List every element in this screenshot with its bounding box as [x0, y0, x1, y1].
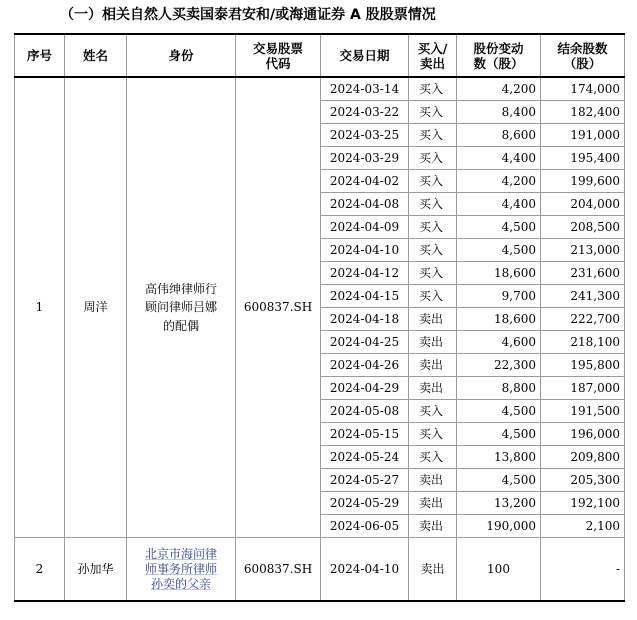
share-balance: 209,800 [541, 446, 625, 469]
share-balance: 204,000 [541, 193, 625, 216]
trade-date: 2024-04-02 [321, 170, 409, 193]
share-change: 13,200 [457, 492, 541, 515]
share-change: 4,200 [457, 77, 541, 101]
share-balance: 192,100 [541, 492, 625, 515]
trade-date: 2024-06-05 [321, 515, 409, 538]
trade-direction: 买入 [409, 400, 457, 423]
share-balance: 182,400 [541, 101, 625, 124]
trade-direction: 买入 [409, 423, 457, 446]
trade-date: 2024-03-22 [321, 101, 409, 124]
share-change: 4,500 [457, 423, 541, 446]
share-balance: 205,300 [541, 469, 625, 492]
trading-table [14, 33, 625, 602]
trade-direction: 买入 [409, 77, 457, 101]
header-change: 股份变动 数（股） [457, 34, 541, 77]
share-change: 100 [457, 538, 541, 602]
trade-direction: 卖出 [409, 469, 457, 492]
trade-date: 2024-05-24 [321, 446, 409, 469]
share-change: 8,600 [457, 124, 541, 147]
trade-date: 2024-03-14 [321, 77, 409, 101]
header-date: 交易日期 [321, 34, 409, 77]
table-row [15, 538, 625, 602]
trade-date: 2024-04-29 [321, 377, 409, 400]
header-balance: 结余股数 （股） [541, 34, 625, 77]
header-no: 序号 [15, 34, 65, 77]
share-change: 4,500 [457, 239, 541, 262]
trade-direction: 买入 [409, 216, 457, 239]
stock-code: 600837.SH [236, 538, 321, 602]
section-title: （一）相关自然人买卖国泰君安和/或海通证券 A 股股票情况 [60, 7, 436, 23]
share-balance: 213,000 [541, 239, 625, 262]
share-change: 190,000 [457, 515, 541, 538]
person-no: 2 [15, 538, 65, 602]
trade-date: 2024-04-18 [321, 308, 409, 331]
share-change: 4,400 [457, 147, 541, 170]
share-balance: 191,000 [541, 124, 625, 147]
share-change: 13,800 [457, 446, 541, 469]
share-balance: 222,700 [541, 308, 625, 331]
share-balance: 2,100 [541, 515, 625, 538]
share-change: 18,600 [457, 308, 541, 331]
person-no: 1 [15, 77, 65, 538]
share-balance: 174,000 [541, 77, 625, 101]
trade-date: 2024-04-10 [321, 538, 409, 602]
trade-date: 2024-04-12 [321, 262, 409, 285]
trade-date: 2024-03-25 [321, 124, 409, 147]
trade-direction: 买入 [409, 124, 457, 147]
share-balance: 196,000 [541, 423, 625, 446]
header-identity: 身份 [127, 34, 236, 77]
share-change: 4,600 [457, 331, 541, 354]
header-row [15, 34, 625, 77]
trade-date: 2024-04-25 [321, 331, 409, 354]
trade-date: 2024-04-26 [321, 354, 409, 377]
share-change: 4,500 [457, 469, 541, 492]
share-balance: 231,600 [541, 262, 625, 285]
person-name: 周洋 [65, 77, 127, 538]
share-change: 18,600 [457, 262, 541, 285]
trade-date: 2024-05-27 [321, 469, 409, 492]
trade-date: 2024-05-15 [321, 423, 409, 446]
share-change: 4,500 [457, 216, 541, 239]
person-name: 孙加华 [65, 538, 127, 602]
trade-direction: 卖出 [409, 308, 457, 331]
trade-date: 2024-03-29 [321, 147, 409, 170]
trade-direction: 买入 [409, 239, 457, 262]
trade-date: 2024-04-08 [321, 193, 409, 216]
table-row [15, 77, 625, 101]
header-direction: 买入/ 卖出 [409, 34, 457, 77]
share-change: 8,400 [457, 101, 541, 124]
trade-date: 2024-05-29 [321, 492, 409, 515]
trade-direction: 卖出 [409, 538, 457, 602]
trade-date: 2024-04-15 [321, 285, 409, 308]
trade-direction: 买入 [409, 170, 457, 193]
trade-direction: 卖出 [409, 492, 457, 515]
share-balance: 199,600 [541, 170, 625, 193]
trade-direction: 卖出 [409, 377, 457, 400]
share-change: 4,500 [457, 400, 541, 423]
trade-direction: 买入 [409, 147, 457, 170]
share-balance: 195,800 [541, 354, 625, 377]
share-balance: 195,400 [541, 147, 625, 170]
trade-direction: 买入 [409, 262, 457, 285]
stock-code: 600837.SH [236, 77, 321, 538]
share-change: 22,300 [457, 354, 541, 377]
share-change: 8,800 [457, 377, 541, 400]
share-change: 4,200 [457, 170, 541, 193]
trade-direction: 买入 [409, 285, 457, 308]
share-balance: 208,500 [541, 216, 625, 239]
share-balance: 218,100 [541, 331, 625, 354]
share-change: 4,400 [457, 193, 541, 216]
share-balance: 241,300 [541, 285, 625, 308]
share-change: 9,700 [457, 285, 541, 308]
trade-direction: 卖出 [409, 515, 457, 538]
trade-direction: 卖出 [409, 331, 457, 354]
person-identity: 北京市海问律 师事务所律师 孙奕的父亲 [127, 538, 236, 602]
header-code: 交易股票 代码 [236, 34, 321, 77]
person-identity: 高伟绅律师行 顾问律师吕娜 的配偶 [127, 77, 236, 538]
header-name: 姓名 [65, 34, 127, 77]
share-balance: 191,500 [541, 400, 625, 423]
trade-date: 2024-04-10 [321, 239, 409, 262]
trade-direction: 买入 [409, 193, 457, 216]
trade-direction: 买入 [409, 446, 457, 469]
trade-date: 2024-04-09 [321, 216, 409, 239]
table-body [15, 77, 625, 601]
trade-direction: 卖出 [409, 354, 457, 377]
trade-date: 2024-05-08 [321, 400, 409, 423]
share-balance: 187,000 [541, 377, 625, 400]
share-balance: - [541, 538, 625, 602]
trade-direction: 买入 [409, 101, 457, 124]
